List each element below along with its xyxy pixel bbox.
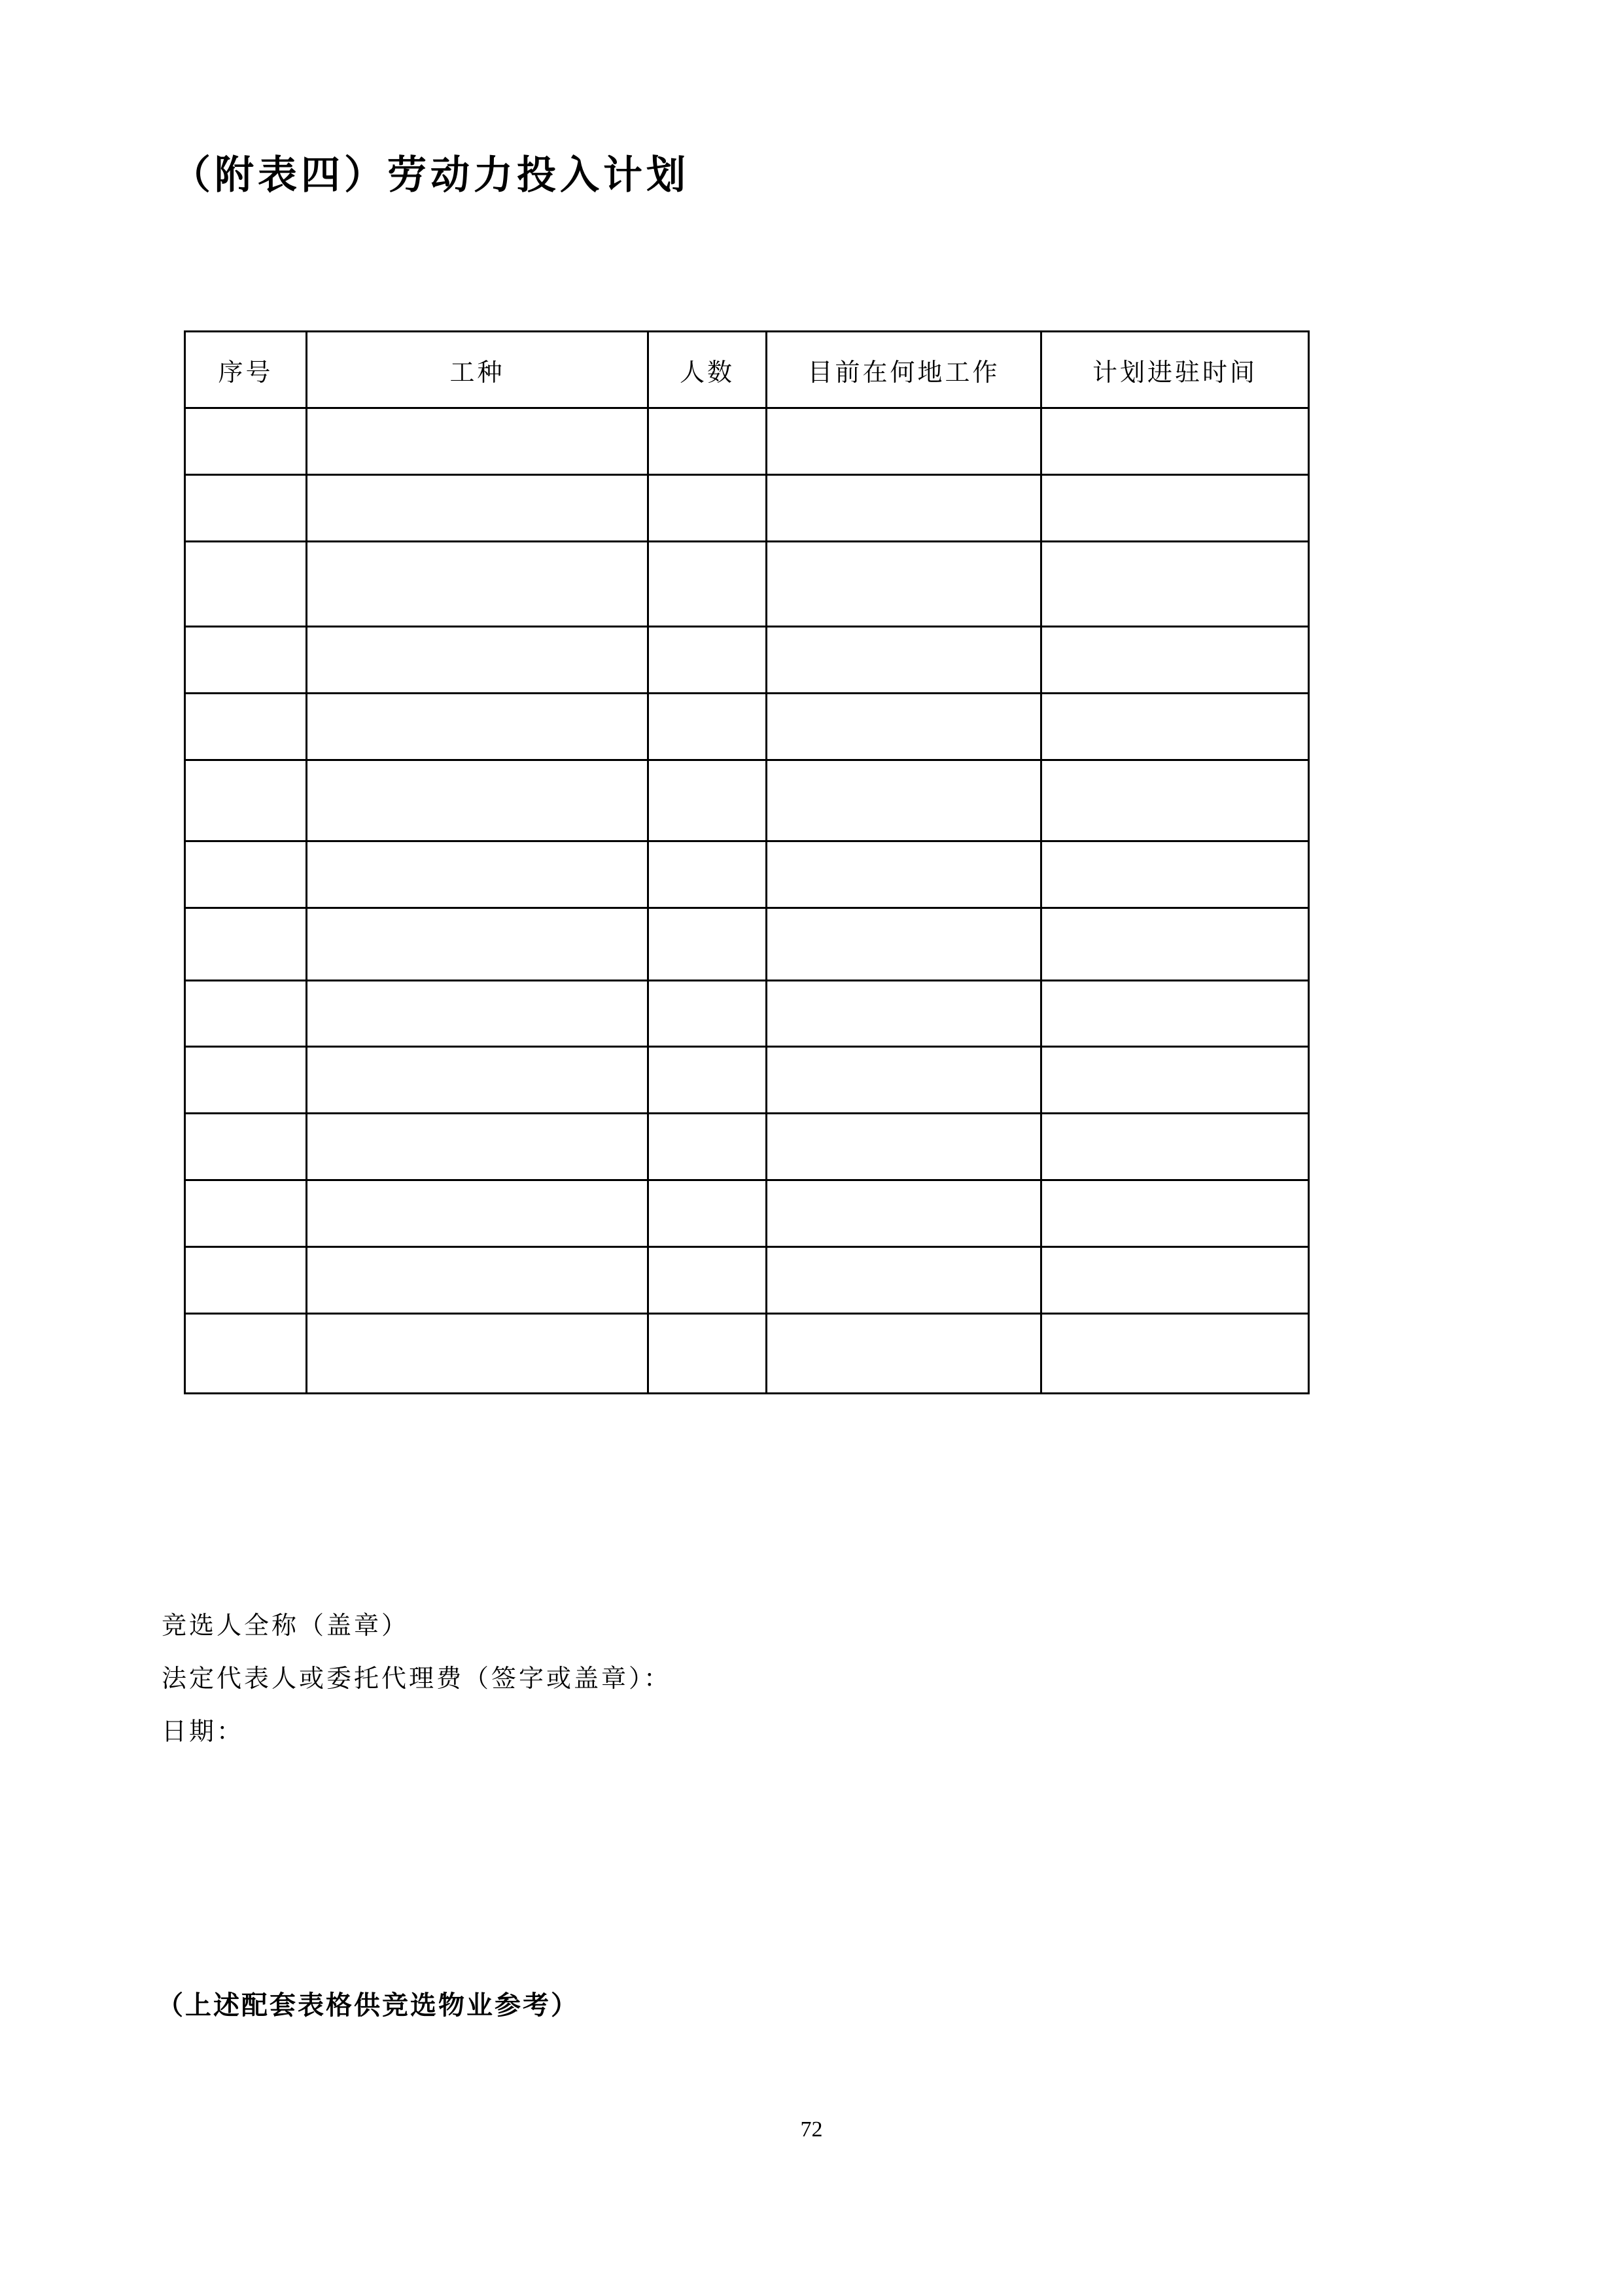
cell-current-work-location [767, 1114, 1041, 1180]
cell-planned-entry-time [1041, 1114, 1309, 1180]
table-body [185, 408, 1309, 1394]
cell-headcount [648, 1247, 767, 1314]
cell-current-work-location [767, 408, 1041, 475]
cell-planned-entry-time [1041, 542, 1309, 627]
cell-job-type [307, 475, 648, 542]
cell-headcount [648, 841, 767, 908]
table-row [185, 1047, 1309, 1114]
cell-serial-number [185, 981, 307, 1047]
table-row [185, 1180, 1309, 1247]
cell-serial-number [185, 1047, 307, 1114]
cell-current-work-location [767, 542, 1041, 627]
cell-current-work-location [767, 1314, 1041, 1394]
legal-representative-line: 法定代表人或委托代理费（签字或盖章）： [162, 1664, 672, 1693]
cell-serial-number [185, 1314, 307, 1394]
table-row [185, 908, 1309, 981]
footnote: （上述配套表格供竞选物业参考） [157, 1990, 579, 2021]
cell-headcount [648, 475, 767, 542]
cell-serial-number [185, 694, 307, 760]
cell-serial-number [185, 408, 307, 475]
table-row [185, 981, 1309, 1047]
table-row [185, 542, 1309, 627]
header-planned-entry-time: 计划进驻时间 [1041, 332, 1309, 408]
cell-headcount [648, 542, 767, 627]
cell-current-work-location [767, 1247, 1041, 1314]
cell-headcount [648, 627, 767, 694]
header-serial-number: 序号 [185, 332, 307, 408]
cell-job-type [307, 694, 648, 760]
cell-current-work-location [767, 1180, 1041, 1247]
cell-headcount [648, 1114, 767, 1180]
cell-serial-number [185, 908, 307, 981]
cell-headcount [648, 760, 767, 841]
table-row [185, 694, 1309, 760]
cell-serial-number [185, 760, 307, 841]
cell-current-work-location [767, 627, 1041, 694]
header-job-type: 工种 [307, 332, 648, 408]
cell-planned-entry-time [1041, 627, 1309, 694]
header-current-work-location: 目前在何地工作 [767, 332, 1041, 408]
cell-serial-number [185, 1114, 307, 1180]
table-row [185, 408, 1309, 475]
page-title: （附表四）劳动力投入计划 [171, 152, 689, 198]
cell-serial-number [185, 542, 307, 627]
cell-planned-entry-time [1041, 408, 1309, 475]
cell-serial-number [185, 1247, 307, 1314]
cell-planned-entry-time [1041, 1314, 1309, 1394]
table-row [185, 1114, 1309, 1180]
table-header-row [185, 332, 1309, 408]
cell-headcount [648, 908, 767, 981]
cell-job-type [307, 408, 648, 475]
cell-planned-entry-time [1041, 475, 1309, 542]
cell-job-type [307, 627, 648, 694]
cell-serial-number [185, 1180, 307, 1247]
cell-headcount [648, 981, 767, 1047]
cell-headcount [648, 1180, 767, 1247]
cell-planned-entry-time [1041, 760, 1309, 841]
cell-current-work-location [767, 694, 1041, 760]
table-row [185, 841, 1309, 908]
cell-planned-entry-time [1041, 1047, 1309, 1114]
page-number: 72 [800, 2117, 823, 2142]
cell-serial-number [185, 475, 307, 542]
cell-job-type [307, 1314, 648, 1394]
cell-planned-entry-time [1041, 981, 1309, 1047]
cell-job-type [307, 1047, 648, 1114]
table-row [185, 760, 1309, 841]
labor-plan-table [184, 330, 1310, 1394]
cell-serial-number [185, 627, 307, 694]
cell-current-work-location [767, 841, 1041, 908]
bidder-name-line: 竞选人全称（盖章） [162, 1611, 410, 1640]
cell-job-type [307, 1247, 648, 1314]
table-row [185, 1314, 1309, 1394]
cell-job-type [307, 1180, 648, 1247]
date-line: 日期： [162, 1717, 245, 1746]
cell-current-work-location [767, 908, 1041, 981]
cell-job-type [307, 542, 648, 627]
cell-current-work-location [767, 1047, 1041, 1114]
cell-headcount [648, 408, 767, 475]
cell-headcount [648, 1314, 767, 1394]
header-headcount: 人数 [648, 332, 767, 408]
cell-current-work-location [767, 475, 1041, 542]
cell-planned-entry-time [1041, 908, 1309, 981]
table-row [185, 627, 1309, 694]
cell-job-type [307, 1114, 648, 1180]
cell-planned-entry-time [1041, 1247, 1309, 1314]
cell-job-type [307, 841, 648, 908]
table-row [185, 1247, 1309, 1314]
cell-planned-entry-time [1041, 694, 1309, 760]
cell-job-type [307, 760, 648, 841]
cell-job-type [307, 981, 648, 1047]
cell-headcount [648, 1047, 767, 1114]
cell-headcount [648, 694, 767, 760]
table-row [185, 475, 1309, 542]
cell-current-work-location [767, 760, 1041, 841]
cell-serial-number [185, 841, 307, 908]
cell-current-work-location [767, 981, 1041, 1047]
cell-planned-entry-time [1041, 841, 1309, 908]
cell-planned-entry-time [1041, 1180, 1309, 1247]
cell-job-type [307, 908, 648, 981]
